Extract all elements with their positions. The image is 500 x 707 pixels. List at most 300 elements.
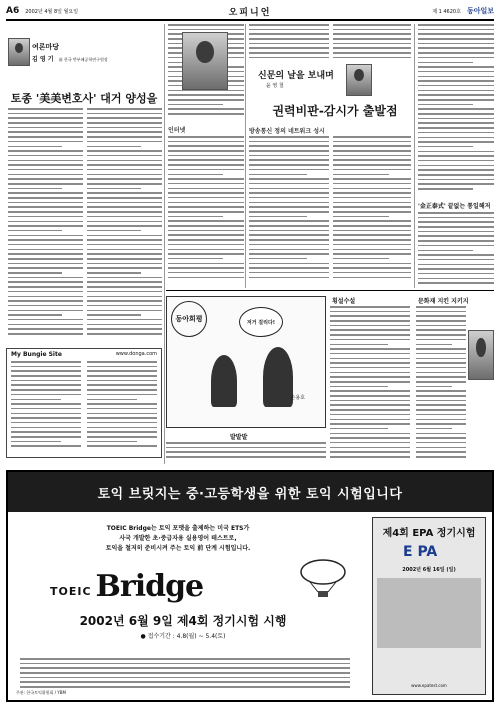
text-line (87, 230, 141, 232)
text-line (168, 136, 244, 138)
text-line (416, 315, 466, 317)
text-line (87, 389, 157, 391)
text-line (8, 169, 83, 171)
text-line (330, 353, 410, 355)
text-line (87, 206, 162, 208)
text-line (11, 408, 81, 410)
essay-section-title: 횡설수설 (332, 298, 356, 305)
text-line (87, 164, 162, 166)
directory-ad (6, 348, 162, 458)
text-line (416, 456, 466, 458)
text-line (416, 325, 466, 327)
text-line (168, 249, 244, 251)
text-line (249, 230, 329, 232)
text-line (20, 677, 350, 679)
column-author-affil: 前 한국 반부패공학연구원장 (58, 57, 108, 62)
text-line (11, 417, 81, 419)
text-line (87, 296, 162, 298)
text-line (330, 451, 410, 453)
text-line (333, 263, 411, 265)
text-line (249, 141, 329, 143)
text-line (8, 192, 83, 194)
text-line (249, 57, 329, 59)
text-line (333, 239, 411, 241)
text-line (416, 442, 466, 444)
bottom-section-title: 발발발 (230, 434, 248, 441)
text-line (330, 423, 410, 425)
text-line (11, 361, 81, 363)
header-rule (6, 19, 494, 21)
text-line (8, 117, 83, 119)
text-line (11, 389, 81, 391)
text-line (330, 306, 410, 308)
text-line (8, 230, 62, 232)
text-line (8, 206, 83, 208)
text-line (87, 441, 137, 443)
text-line (8, 174, 83, 176)
text-line (418, 137, 494, 139)
text-line (333, 211, 411, 213)
text-line (20, 667, 350, 669)
text-line (418, 231, 494, 233)
text-line (168, 192, 244, 194)
text-line (333, 169, 411, 171)
text-line (11, 370, 81, 372)
page-header (6, 4, 494, 18)
text-line (418, 179, 494, 181)
text-line (330, 348, 410, 350)
text-line (330, 447, 410, 449)
text-line (8, 249, 83, 251)
center-headline-b: 방송통신 정의 네트워크 성시 (249, 128, 325, 135)
text-line (418, 160, 494, 162)
poster-logo: E PA (403, 544, 438, 560)
heritage-section-title: 문화재 지킨 지키지 (418, 298, 469, 305)
text-line (87, 235, 162, 237)
text-line (87, 310, 162, 312)
directory-list-a (11, 361, 81, 453)
text-line (87, 108, 162, 110)
text-line (249, 38, 329, 40)
text-line (333, 145, 411, 147)
text-line (418, 43, 494, 45)
text-line (249, 174, 307, 176)
text-line (87, 221, 162, 223)
center-headline-a: 인터넷 (168, 127, 186, 134)
text-line (168, 206, 244, 208)
text-line (418, 221, 494, 223)
text-line (333, 150, 411, 152)
text-line (168, 94, 244, 96)
text-line (418, 47, 494, 49)
text-line (333, 277, 411, 279)
toeic-bridge-logo (50, 564, 203, 604)
text-line (87, 244, 162, 246)
text-line (87, 258, 162, 260)
text-line (418, 33, 494, 35)
text-line (333, 141, 411, 143)
text-line (8, 221, 83, 223)
text-line (8, 296, 83, 298)
text-line (249, 43, 329, 45)
text-line (418, 188, 473, 190)
text-line (87, 427, 157, 429)
text-line (418, 24, 494, 26)
text-line (8, 272, 62, 274)
text-line (249, 258, 307, 260)
text-line (416, 376, 466, 378)
text-line (330, 456, 410, 458)
text-line (87, 300, 162, 302)
text-line (87, 314, 141, 316)
section-rule (166, 290, 494, 291)
page-number: A6 (6, 6, 20, 16)
text-line (416, 367, 466, 369)
text-line (330, 329, 410, 331)
text-line (418, 62, 473, 64)
text-line (416, 419, 466, 421)
text-line (416, 409, 466, 411)
text-line (333, 192, 411, 194)
text-line (418, 118, 494, 120)
text-line (249, 263, 329, 265)
text-line (330, 320, 410, 322)
text-line (87, 197, 162, 199)
text-line (249, 216, 307, 218)
text-line (333, 234, 411, 236)
text-line (416, 423, 466, 425)
text-line (330, 386, 388, 388)
text-line (249, 225, 329, 227)
text-line (333, 43, 411, 45)
text-line (8, 235, 83, 237)
ad-footnote: 주관: 한국토익위원회 / YBM (16, 690, 66, 695)
text-line (87, 188, 141, 190)
text-line (418, 76, 494, 78)
text-line (418, 264, 494, 266)
text-line (168, 202, 244, 204)
text-line (87, 211, 162, 213)
text-line (333, 24, 411, 26)
text-line (87, 174, 162, 176)
ad-blurb-line-1: TOEIC Bridge는 토익 포맷을 출제하는 미국 ETS가 (106, 525, 250, 532)
text-line (87, 216, 162, 218)
text-line (20, 658, 350, 660)
text-line (330, 395, 410, 397)
text-line (87, 202, 162, 204)
text-line (330, 442, 410, 444)
cartoon-figure-left (211, 355, 237, 407)
text-line (330, 362, 410, 364)
text-line (416, 358, 466, 360)
text-line (8, 197, 83, 199)
speech-bubble: 저거 걸리다! (239, 307, 283, 337)
text-line (168, 29, 244, 31)
text-line (166, 442, 326, 444)
text-line (8, 216, 83, 218)
text-line (330, 372, 410, 374)
text-line (418, 155, 494, 157)
text-line (87, 141, 162, 143)
text-line (416, 329, 466, 331)
text-line (87, 431, 157, 433)
text-line (8, 211, 83, 213)
text-line (416, 404, 466, 406)
text-line (416, 311, 466, 313)
text-line (330, 381, 410, 383)
toeic-bridge-ad (6, 470, 494, 702)
text-line (418, 38, 494, 40)
text-line (418, 80, 494, 82)
text-line (87, 146, 141, 148)
text-line (8, 267, 83, 269)
right-body-b (333, 136, 411, 286)
text-line (87, 375, 157, 377)
text-line (333, 57, 411, 59)
text-line (418, 85, 494, 87)
text-line (11, 380, 81, 382)
text-line (249, 244, 329, 246)
column-rule (164, 24, 165, 464)
text-line (168, 244, 244, 246)
text-line (418, 57, 494, 59)
text-line (8, 281, 83, 283)
exam-schedule: ● 접수기간 : 4.8(월) ~ 5.4(토) (140, 633, 226, 640)
center-body-c (249, 24, 329, 64)
text-line (8, 239, 83, 241)
text-line (249, 239, 329, 241)
text-line (249, 169, 329, 171)
text-line (87, 286, 162, 288)
text-line (8, 291, 83, 293)
text-line (418, 29, 494, 31)
text-line (8, 300, 83, 302)
text-line (418, 226, 494, 228)
text-line (87, 169, 162, 171)
text-line (87, 413, 157, 415)
text-line (333, 174, 389, 176)
text-line (87, 122, 162, 124)
text-line (166, 451, 326, 453)
text-line (168, 239, 244, 241)
text-line (249, 277, 329, 279)
column-headline: 토종 '美美변호사' 대거 양성을 (10, 92, 158, 105)
directory-ad-title: My Bungie Site (11, 351, 62, 358)
center-body-b (168, 136, 244, 286)
text-line (87, 417, 157, 419)
text-line (87, 127, 162, 129)
text-line (418, 146, 473, 148)
text-line (416, 451, 466, 453)
text-line (416, 306, 466, 308)
text-line (87, 272, 141, 274)
text-line (418, 165, 494, 167)
cartoon-logo: 동아희평 (171, 301, 207, 337)
text-line (87, 253, 162, 255)
text-line (168, 263, 244, 265)
text-line (330, 409, 410, 411)
text-line (416, 320, 466, 322)
text-line (333, 267, 411, 269)
text-line (249, 178, 329, 180)
text-line (11, 384, 81, 386)
text-line (8, 127, 83, 129)
text-line (333, 155, 411, 157)
ad-blurb-line-2: 사국 개발한 초·중급자용 실용영어 테스트로, (119, 535, 237, 542)
text-line (87, 328, 162, 330)
text-line (168, 164, 244, 166)
text-line (168, 230, 244, 232)
text-line (416, 348, 466, 350)
text-line (330, 390, 410, 392)
text-line (416, 433, 466, 435)
text-line (8, 244, 83, 246)
text-line (20, 681, 350, 683)
text-line (333, 183, 411, 185)
bridge-wordmark: Bridge (95, 569, 204, 604)
text-line (168, 150, 244, 152)
text-line (418, 122, 494, 124)
text-line (416, 372, 466, 374)
right-body-d (418, 212, 494, 288)
text-line (333, 244, 411, 246)
text-line (416, 386, 452, 388)
text-line (8, 263, 83, 265)
text-line (11, 403, 81, 405)
text-line (87, 384, 157, 386)
text-line (168, 216, 223, 218)
text-line (8, 328, 83, 330)
cartoon-figure-right (263, 347, 293, 407)
text-line (418, 99, 494, 101)
text-line (8, 305, 83, 307)
text-line (11, 436, 81, 438)
epa-poster (372, 517, 486, 695)
text-line (87, 249, 162, 251)
text-line (168, 24, 244, 26)
column-body-a (8, 108, 83, 340)
text-line (333, 206, 411, 208)
text-line (168, 234, 244, 236)
text-line (418, 212, 494, 214)
text-line (416, 334, 466, 336)
cartoon-signature: 손용호 (290, 395, 305, 401)
text-line (168, 197, 244, 199)
text-line (416, 414, 466, 416)
text-line (8, 146, 62, 148)
text-line (87, 366, 157, 368)
text-line (8, 122, 83, 124)
text-line (168, 183, 244, 185)
text-line (8, 253, 83, 255)
text-line (11, 445, 81, 447)
text-line (87, 263, 162, 265)
text-line (333, 178, 411, 180)
text-line (418, 278, 494, 280)
text-line (8, 188, 62, 190)
text-line (249, 206, 329, 208)
text-line (8, 131, 83, 133)
text-line (333, 220, 411, 222)
text-line (87, 160, 162, 162)
text-line (418, 104, 473, 106)
text-line (8, 160, 83, 162)
text-line (333, 230, 411, 232)
text-line (249, 197, 329, 199)
section-title: 오피니언 (228, 7, 272, 18)
poster-illustration (377, 578, 481, 648)
text-line (249, 52, 329, 54)
text-line (8, 286, 83, 288)
text-line (8, 310, 83, 312)
text-line (418, 273, 494, 275)
text-line (418, 94, 494, 96)
text-line (168, 267, 244, 269)
text-line (87, 403, 157, 405)
directory-list-b (87, 361, 157, 453)
poster-date: 2002년 6월 16일 (일) (402, 567, 456, 573)
issue-number: 제 1 4620호 (432, 8, 461, 15)
text-line (330, 339, 410, 341)
text-line (8, 277, 83, 279)
text-line (330, 414, 410, 416)
text-line (418, 268, 494, 270)
text-line (418, 127, 494, 129)
text-line (330, 404, 410, 406)
text-line (416, 395, 466, 397)
text-line (333, 225, 411, 227)
text-line (330, 376, 410, 378)
text-line (416, 353, 466, 355)
text-line (330, 428, 388, 430)
text-line (87, 136, 162, 138)
column-label: 여론마당 (32, 43, 60, 51)
text-line (249, 150, 329, 152)
text-line (168, 113, 244, 115)
editorial-cartoon (166, 296, 326, 428)
text-line (87, 267, 162, 269)
text-line (249, 155, 329, 157)
text-line (8, 141, 83, 143)
text-line (418, 217, 494, 219)
text-line (418, 282, 494, 284)
text-line (333, 38, 411, 40)
text-line (20, 672, 350, 674)
text-line (87, 192, 162, 194)
text-line (249, 202, 329, 204)
text-line (418, 240, 494, 242)
text-line (11, 366, 81, 368)
text-line (249, 24, 329, 26)
text-line (8, 136, 83, 138)
author-photo (8, 38, 30, 66)
text-line (330, 315, 410, 317)
text-line (418, 235, 494, 237)
directory-ad-site: www.donga.com (115, 351, 157, 357)
text-line (330, 367, 410, 369)
text-line (330, 344, 388, 346)
text-line (333, 249, 411, 251)
text-line (418, 113, 494, 115)
text-line (87, 394, 157, 396)
text-line (20, 686, 350, 688)
text-line (87, 150, 162, 152)
column-author-name: 김 영 기 (32, 56, 54, 63)
text-line (8, 258, 83, 260)
text-line (333, 159, 411, 161)
text-line (330, 334, 410, 336)
text-line (87, 422, 157, 424)
